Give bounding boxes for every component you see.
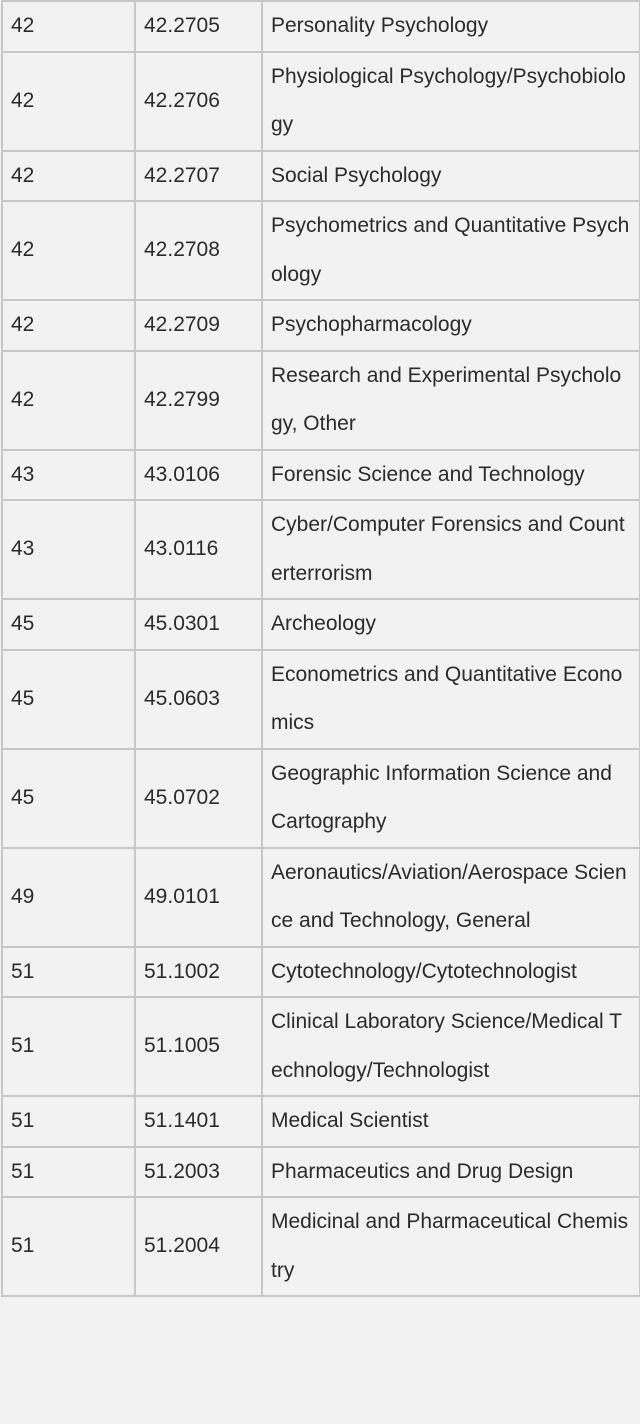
group-cell: 43 (2, 500, 135, 599)
code-cell: 43.0106 (135, 450, 262, 501)
table-row (2, 749, 640, 848)
table-row (2, 201, 640, 300)
code-cell: 43.0116 (135, 500, 262, 599)
title-cell: Physiological Psychology/Psychobiology (262, 52, 640, 151)
group-cell: 45 (2, 599, 135, 650)
table-row (2, 848, 640, 947)
table-row (2, 947, 640, 998)
table-row (2, 351, 640, 450)
group-cell: 45 (2, 650, 135, 749)
table-row (2, 650, 640, 749)
title-cell: Research and Experimental Psychology, Other (262, 351, 640, 450)
group-cell: 51 (2, 947, 135, 998)
title-cell: Personality Psychology (262, 1, 640, 52)
code-cell: 45.0603 (135, 650, 262, 749)
table-row (2, 1096, 640, 1147)
group-cell: 51 (2, 997, 135, 1096)
title-cell: Pharmaceutics and Drug Design (262, 1147, 640, 1198)
group-cell: 49 (2, 848, 135, 947)
table-row (2, 450, 640, 501)
code-cell: 51.1002 (135, 947, 262, 998)
program-table (1, 0, 640, 1297)
code-cell: 51.2003 (135, 1147, 262, 1198)
table-row (2, 151, 640, 202)
group-cell: 43 (2, 450, 135, 501)
table-row (2, 599, 640, 650)
group-cell: 42 (2, 300, 135, 351)
title-cell: Forensic Science and Technology (262, 450, 640, 501)
table-row (2, 1, 640, 52)
code-cell: 42.2708 (135, 201, 262, 300)
table-row (2, 1147, 640, 1198)
title-cell: Econometrics and Quantitative Economics (262, 650, 640, 749)
group-cell: 42 (2, 351, 135, 450)
title-cell: Medical Scientist (262, 1096, 640, 1147)
title-cell: Aeronautics/Aviation/Aerospace Science and Technology, General (262, 848, 640, 947)
title-cell: Archeology (262, 599, 640, 650)
title-cell: Cyber/Computer Forensics and Counterterrorism (262, 500, 640, 599)
code-cell: 45.0301 (135, 599, 262, 650)
group-cell: 51 (2, 1147, 135, 1198)
table-row (2, 997, 640, 1096)
table-row (2, 500, 640, 599)
table-row (2, 1197, 640, 1296)
group-cell: 51 (2, 1096, 135, 1147)
code-cell: 51.1401 (135, 1096, 262, 1147)
title-cell: Social Psychology (262, 151, 640, 202)
code-cell: 51.1005 (135, 997, 262, 1096)
group-cell: 42 (2, 52, 135, 151)
code-cell: 49.0101 (135, 848, 262, 947)
group-cell: 42 (2, 201, 135, 300)
title-cell: Cytotechnology/Cytotechnologist (262, 947, 640, 998)
title-cell: Geographic Information Science and Cartography (262, 749, 640, 848)
code-cell: 45.0702 (135, 749, 262, 848)
program-table-body (2, 1, 640, 1296)
code-cell: 42.2706 (135, 52, 262, 151)
title-cell: Medicinal and Pharmaceutical Chemistry (262, 1197, 640, 1296)
code-cell: 42.2709 (135, 300, 262, 351)
code-cell: 42.2799 (135, 351, 262, 450)
code-cell: 42.2705 (135, 1, 262, 52)
title-cell: Clinical Laboratory Science/Medical Technology/Technologist (262, 997, 640, 1096)
group-cell: 51 (2, 1197, 135, 1296)
title-cell: Psychometrics and Quantitative Psychology (262, 201, 640, 300)
table-row (2, 300, 640, 351)
group-cell: 42 (2, 1, 135, 52)
group-cell: 42 (2, 151, 135, 202)
code-cell: 51.2004 (135, 1197, 262, 1296)
code-cell: 42.2707 (135, 151, 262, 202)
table-row (2, 52, 640, 151)
title-cell: Psychopharmacology (262, 300, 640, 351)
group-cell: 45 (2, 749, 135, 848)
